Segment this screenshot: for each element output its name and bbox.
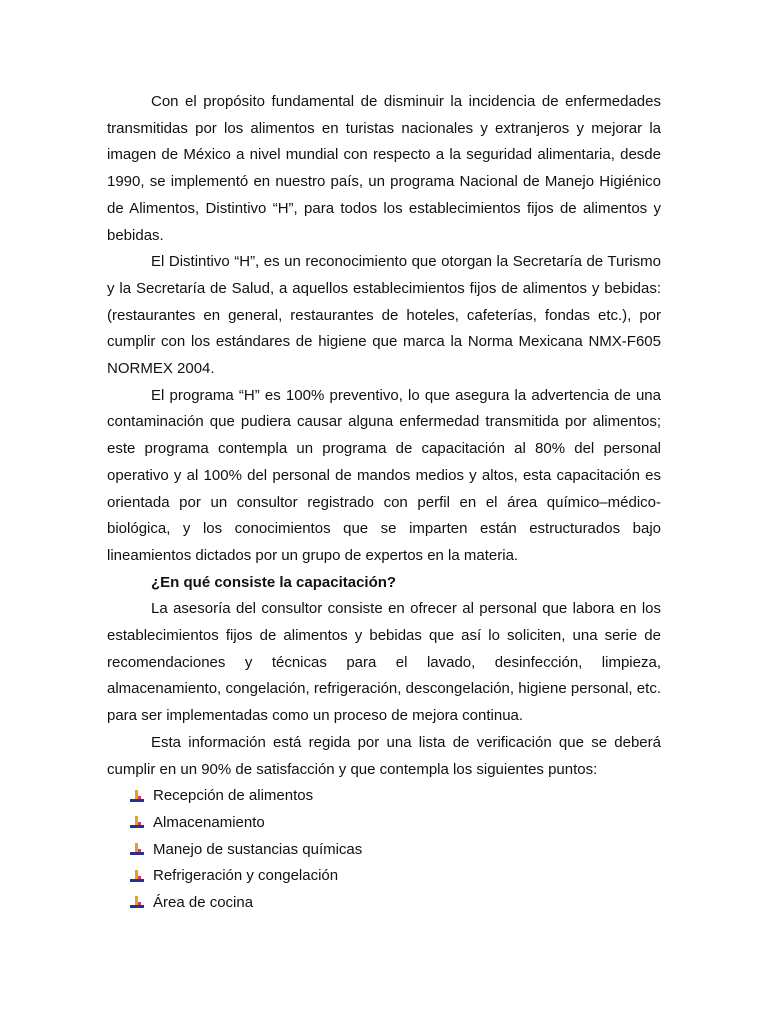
section-heading: ¿En qué consiste la capacitación? <box>151 573 397 591</box>
list-item <box>107 783 661 810</box>
list-item <box>107 810 661 837</box>
paragraph-intro-1: Con el propósito fundamental de disminuir la incidencia de enfermedades transmitidas por los alimentos en turistas nacionales y extranjeros y mejorar la imagen de México a nivel mundial con respecto a la seguridad alimentaria, desde 1990, se implementó en nuestro país, un programa Nacional de Manejo Higiénico de Alimentos, Distintivo “H”, para todos los establecimientos fijos de alimentos y bebidas. <box>107 93 661 244</box>
paragraph-intro-2: El Distintivo “H”, es un reconocimiento que otorgan la Secretaría de Turismo y la Secretaría de Salud, a aquellos establecimientos fijos de alimentos y bebidas: (restaurantes en general, restaurantes de hoteles, cafeterías, fondas etc.), por cumplir con los estándares de higiene que marca la Norma Mexicana NMX-F605 NORMEX 2004. <box>107 253 661 378</box>
arrow-down-right-icon <box>129 895 145 911</box>
list-item-label: Manejo de sustancias químicas <box>153 840 363 858</box>
paragraph-body-2: Esta información está regida por una lista de verificación que se deberá cumplir en un 90% de satisfacción y que contempla los siguientes puntos: <box>107 733 661 778</box>
arrow-down-right-icon <box>129 842 145 858</box>
list-item-label: Área de cocina <box>153 894 254 912</box>
list-item-label: Refrigeración y congelación <box>153 867 339 885</box>
paragraph-body-1: La asesoría del consultor consiste en ofrecer al personal que labora en los establecimientos fijos de alimentos y bebidas que así lo soliciten, una serie de recomendaciones y técnicas para el lavado, desinfección, limpieza, almacenamiento, congelación, refrigeración, descongelación, higiene personal, etc. para ser implementadas como un proceso de mejora continua. <box>107 600 661 725</box>
arrow-down-right-icon <box>129 869 145 885</box>
paragraph-intro-3: El programa “H” es 100% preventivo, lo que asegura la advertencia de una contaminación que pudiera causar alguna enfermedad transmitida por alimentos; este programa contempla un programa de capacitación al 80% del personal operativo y al 100% del personal de mandos medios y altos, esta capacitación es orientada por un consultor registrado con perfil en el área químico–médico-biológica, y los conocimientos que se imparten están estructurados bajo lineamientos dictados por un grupo de expertos en la materia. <box>107 386 661 564</box>
list-item <box>107 863 661 890</box>
list-item-label: Recepción de alimentos <box>153 787 314 805</box>
arrow-down-right-icon <box>129 789 145 805</box>
document-page <box>107 89 661 917</box>
list-item <box>107 890 661 917</box>
list-item <box>107 837 661 864</box>
list-item-label: Almacenamiento <box>153 813 265 831</box>
checklist <box>107 783 661 916</box>
arrow-down-right-icon <box>129 815 145 831</box>
